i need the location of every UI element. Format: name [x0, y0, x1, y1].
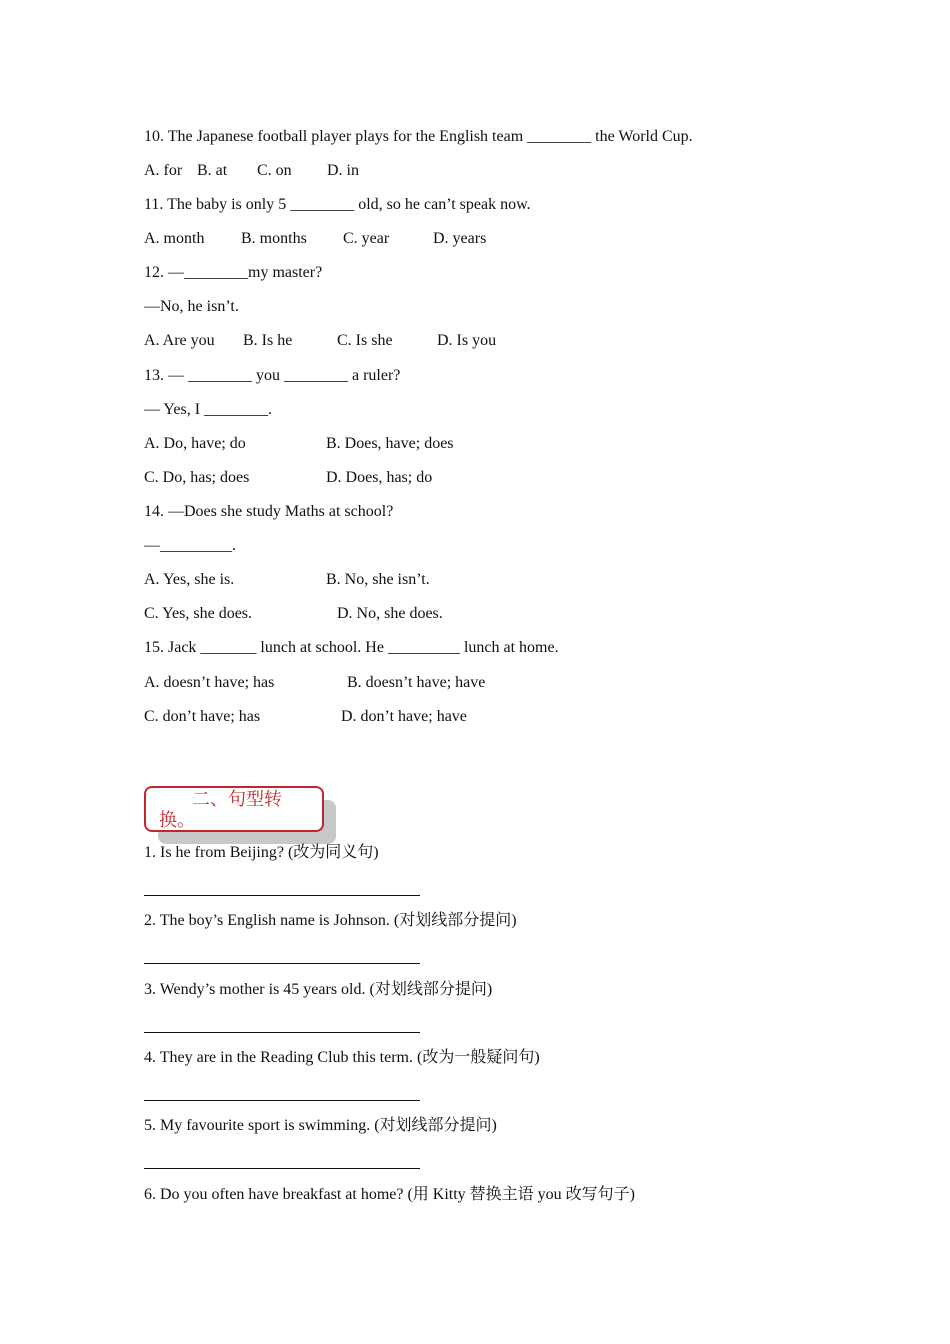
answer-line-2[interactable] [144, 963, 420, 964]
question-11-option-a: A. month [144, 230, 205, 247]
question-13-option-b: B. Does, have; does [326, 435, 454, 452]
question-11-stem: 11. The baby is only 5 ________ old, so he can’t speak now. [144, 196, 531, 213]
question-14-option-c: C. Yes, she does. [144, 605, 253, 622]
question-15-option-b: B. doesn’t have; have [347, 674, 486, 691]
question-13-option-a: A. Do, have; do [144, 435, 246, 452]
section-title-line-2: 换。 [159, 810, 195, 830]
question-12-stem: 12. —________my master? [144, 264, 323, 281]
question-15-option-d: D. don’t have; have [341, 708, 467, 725]
transform-question-1: 1. Is he from Beijing? (改为同义句) [144, 844, 379, 861]
section-title-line-1: 二、句型转 [192, 789, 282, 809]
question-10-stem: 10. The Japanese football player plays for the English team ________ the World Cup. [144, 128, 693, 145]
question-14-option-a: A. Yes, she is. [144, 571, 235, 588]
question-14-option-b: B. No, she isn’t. [326, 571, 430, 588]
question-12-option-b: B. Is he [243, 332, 293, 349]
question-13-stem: 13. — ________ you ________ a ruler? [144, 367, 401, 384]
question-11-option-b: B. months [241, 230, 307, 247]
transform-question-6: 6. Do you often have breakfast at home? (用 Kitty 替换主语 you 改写句子) [144, 1186, 636, 1203]
question-10-option-b: B. at [197, 162, 228, 179]
answer-line-1[interactable] [144, 895, 420, 896]
question-10-option-d: D. in [327, 162, 359, 179]
answer-line-4[interactable] [144, 1100, 420, 1101]
question-14-reply: —_________. [144, 537, 236, 554]
question-14-option-d: D. No, she does. [337, 605, 443, 622]
question-12-option-d: D. Is you [437, 332, 497, 349]
transform-question-5: 5. My favourite sport is swimming. (对划线部分提问) [144, 1117, 497, 1134]
question-15-option-a: A. doesn’t have; has [144, 674, 275, 691]
question-13-reply: — Yes, I ________. [144, 401, 273, 418]
transform-question-2: 2. The boy’s English name is Johnson. (对划线部分提问) [144, 912, 517, 929]
question-15-stem: 15. Jack _______ lunch at school. He _________ lunch at home. [144, 639, 559, 656]
section-heading-box [144, 786, 324, 832]
question-15-option-c: C. don’t have; has [144, 708, 261, 725]
question-12-option-a: A. Are you [144, 332, 215, 349]
question-13-option-c: C. Do, has; does [144, 469, 250, 486]
transform-question-3: 3. Wendy’s mother is 45 years old. (对划线部分提问) [144, 981, 493, 998]
question-10-option-c: C. on [257, 162, 292, 179]
question-10-option-a: A. for [144, 162, 183, 179]
transform-question-4: 4. They are in the Reading Club this term. (改为一般疑问句) [144, 1049, 540, 1066]
answer-line-5[interactable] [144, 1168, 420, 1169]
question-11-option-c: C. year [343, 230, 390, 247]
section-two-heading [144, 786, 338, 846]
question-11-option-d: D. years [433, 230, 487, 247]
answer-line-3[interactable] [144, 1032, 420, 1033]
question-14-stem: 14. —Does she study Maths at school? [144, 503, 394, 520]
question-12-option-c: C. Is she [337, 332, 393, 349]
question-12-reply: —No, he isn’t. [144, 298, 239, 315]
question-13-option-d: D. Does, has; do [326, 469, 433, 486]
